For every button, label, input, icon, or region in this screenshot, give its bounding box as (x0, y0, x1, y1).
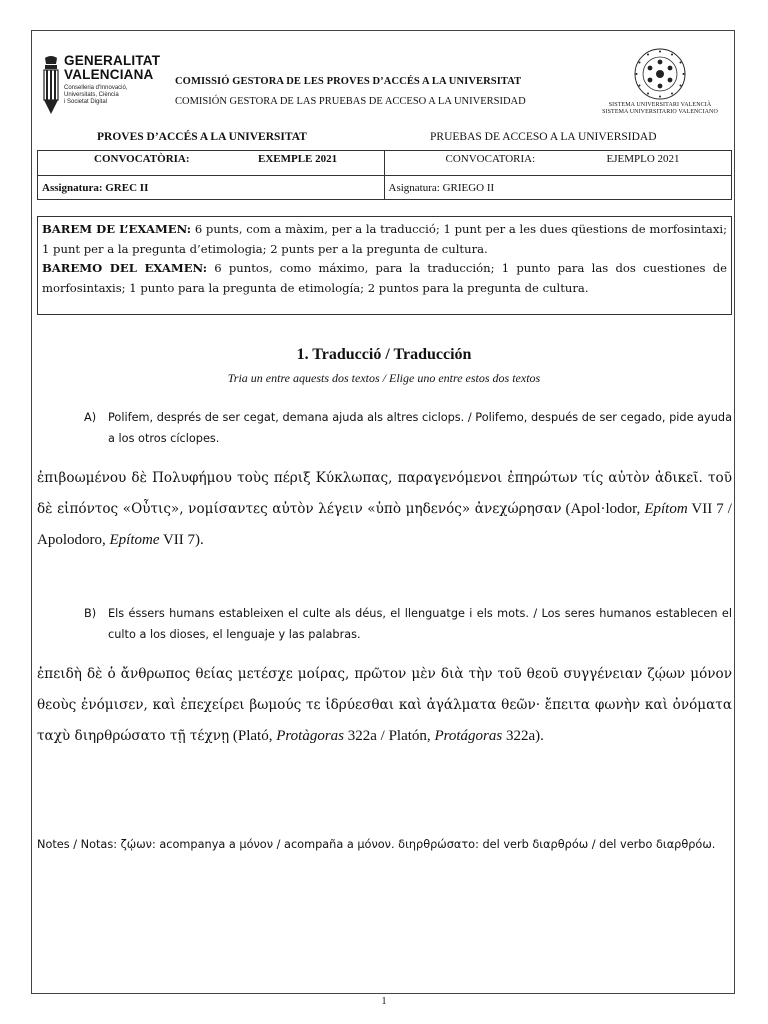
text-a-label: A) (84, 411, 97, 424)
subject-es: Asignatura: GRIEGO II (384, 176, 732, 200)
convocatoria-label-ca: CONVOCATÒRIA: (94, 153, 190, 165)
text-a-greek (37, 463, 732, 556)
text-b-label: B) (84, 607, 97, 620)
barem-label-ca: BAREM DE L’EXAMEN: (42, 222, 192, 236)
page-number: 1 (381, 996, 387, 1007)
sistema-universitari-name: SISTEMA UNIVERSITARI VALENCIÀ SISTEMA UNIVERSITARIO VALENCIANO (602, 102, 718, 115)
section-title: 1. Traducció / Traducción (296, 346, 472, 363)
text-b-greek-text: ἐπειδὴ δὲ ὁ ἄνθρωπος θείας μετέσχε μοίρας, πρῶτον μὲν διὰ τὴν τοῦ θεοῦ συγγένειαν ζῴων μόνον θεοὺς ἐνόμισεν, καὶ ἐπεχείρει βωμούς τε ἱδρύεσθαι καὶ ἀγάλματα θεῶν· ἔπειτα φωνὴν καὶ ὀνόματα ταχὺ διηρθρώσατο τῇ τέχνῃ (37, 666, 732, 744)
convocatoria-value-ca: EXEMPLE 2021 (258, 153, 338, 165)
text-a-intro (84, 407, 732, 449)
text-b-source: (Plató, Protàgoras 322a / Platón, Protágoras 322a). (229, 728, 544, 744)
exam-info-table (37, 150, 732, 200)
subject-ca: Assignatura: GREC II (38, 176, 385, 200)
notes: Notes / Notas: ζῴων: acompanya a μόνον / acompaña a μόνον. διηρθρώσατο: del verb διαρθρόω / del verbo διαρθρόω. (37, 838, 716, 851)
barem-text-es: 6 puntos, como máximo, para la traducción; 1 punto para las dos cuestiones de morfosintaxis; 1 punto para la pregunta de etimología; 2 puntos para la pregunta de cultura. (42, 261, 727, 295)
convocatoria-value-es: EJEMPLO 2021 (606, 153, 680, 165)
exam-title-ca: PROVES D’ACCÉS A LA UNIVERSITAT (97, 131, 307, 143)
text-b-greek (37, 659, 732, 752)
text-a-intro-text: Polifem, després de ser cegat, demana ajuda als altres ciclops. / Polifemo, después de ser cegado, pide ayuda a los otros cíclopes. (108, 411, 732, 445)
conselleria-name: Conselleria d'Innovació, Universitats, Ciència i Societat Digital (64, 85, 128, 105)
section-subtitle: Tria un entre aquests dos textos / Elige uno entre estos dos textos (227, 371, 541, 385)
convocatoria-cell-ca (38, 151, 385, 176)
convocatoria-label-es: CONVOCATORIA: (445, 153, 536, 165)
text-a-source: (Apol·lodor, Epítom VII 7 / Apolodoro, Epítome VII 7). (37, 501, 732, 548)
university-seal-icon (595, 46, 725, 102)
generalitat-title: GENERALITAT VALENCIANA (64, 53, 161, 82)
convocatoria-cell-es (384, 151, 732, 176)
text-b-intro (84, 603, 732, 645)
generalitat-logo (41, 53, 163, 120)
grading-box (37, 216, 732, 315)
commission-title-es: COMISIÓN GESTORA DE LAS PRUEBAS DE ACCESO A LA UNIVERSIDAD (175, 96, 526, 107)
barem-label-es: BAREMO DEL EXAMEN: (42, 261, 207, 275)
text-b-intro-text: Els éssers humans estableixen el culte als déus, el llenguatge i els mots. / Los seres humanos establecen el culto a los dioses, el lenguaje y las palabras. (108, 607, 732, 641)
commission-title-ca: COMISSIÓ GESTORA DE LES PROVES D’ACCÉS A LA UNIVERSITAT (175, 76, 522, 87)
exam-title-es: PRUEBAS DE ACCESO A LA UNIVERSIDAD (430, 131, 657, 143)
barem-text-ca: 6 punts, com a màxim, per a la traducció; 1 punt per a les dues qüestions de morfosintaxi; 1 punt per a la pregunta d’etimologia; 2 punts per a la pregunta de cultura. (42, 222, 727, 256)
text-a-greek-text: ἐπιβοωμένου δὲ Πολυφήμου τοὺς πέριξ Κύκλωπας, παραγενόμενοι ἐπηρώτων τίς αὐτὸν ἀδικεῖ. τοῦ δὲ εἰπόντος «Οὖτις», νομίσαντες αὐτὸν λέγειν «ὑπὸ μηδενός» ἀνεχώρησαν (37, 470, 732, 517)
sistema-universitari-logo (595, 46, 725, 122)
generalitat-emblem-icon (41, 56, 61, 116)
